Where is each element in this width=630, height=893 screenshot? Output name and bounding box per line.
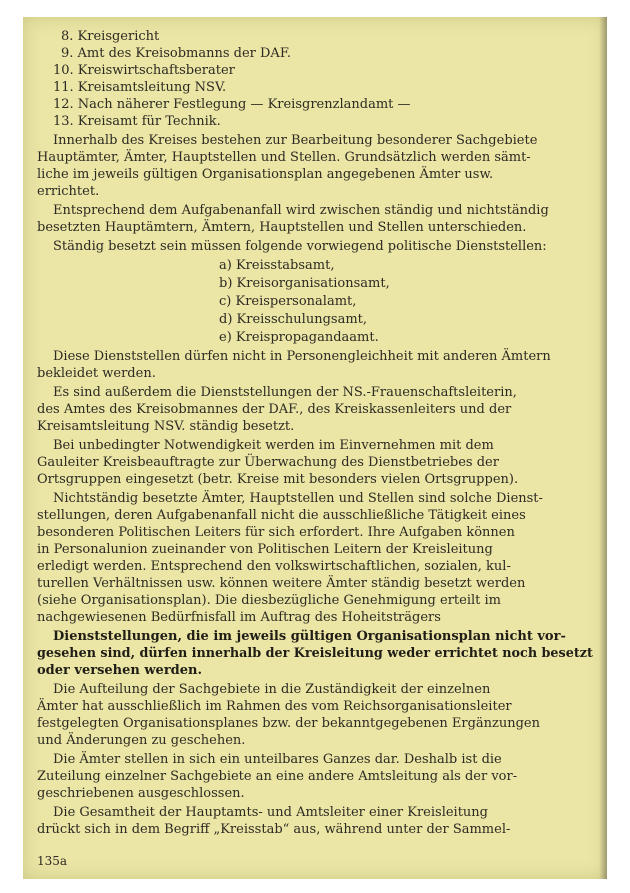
text-line: Die Ämter stellen in sich ein unteilbares Ganzes dar. Deshalb ist die	[53, 752, 502, 767]
paragraph-line	[23, 785, 607, 802]
paragraph-line	[23, 541, 607, 558]
text-line: Ortsgruppen eingesetzt (betr. Kreise mit besonders vielen Ortsgruppen).	[37, 472, 519, 487]
paragraph-line	[23, 219, 607, 236]
paragraph-line	[23, 804, 607, 821]
text-line: Zuteilung einzelner Sachgebiete an eine andere Amtsleitung als der vor-	[37, 769, 518, 784]
paragraph-line	[23, 401, 607, 418]
paragraph-line	[23, 592, 607, 609]
text-line: Die Gesamtheit der Hauptamts- und Amtsleiter einer Kreisleitung	[53, 805, 488, 820]
text-line: Nichtständig besetzte Ämter, Hauptstellen und Stellen sind solche Dienst-	[53, 491, 543, 506]
list-item	[23, 79, 607, 96]
text-line: festgelegten Organisationsplanes bzw. der bekanntgegebenen Ergänzungen	[37, 716, 541, 731]
text-line: Gauleiter Kreisbeauftragte zur Überwachung des Dienstbetriebes der	[37, 455, 499, 470]
text-line: Innerhalb des Kreises bestehen zur Bearbeitung besonderer Sachgebiete	[53, 133, 538, 148]
paragraph-line	[23, 166, 607, 183]
text-line: gesehen sind, dürfen innerhalb der Kreisleitung weder errichtet noch besetzt	[37, 646, 593, 661]
text-line: 9. Amt des Kreisobmanns der DAF.	[61, 46, 291, 61]
list-item	[23, 275, 607, 292]
text-line: 8. Kreisgericht	[61, 29, 160, 44]
paragraph-line	[23, 348, 607, 365]
text-line: nachgewiesenen Bedürfnisfall im Auftrag des Hoheitsträgers	[37, 610, 441, 625]
text-line: und Änderungen zu geschehen.	[37, 733, 246, 748]
paragraph-line	[23, 437, 607, 454]
text-line: Entsprechend dem Aufgabenanfall wird zwischen ständig und nichtständig	[53, 203, 549, 218]
paragraph-line	[23, 662, 607, 679]
paragraph-line	[23, 821, 607, 838]
page-number-text: 135a	[37, 854, 68, 868]
text-line: e) Kreispropagandaamt.	[219, 330, 379, 345]
text-line: drückt sich in dem Begriff „Kreisstab“ aus, während unter der Sammel-	[37, 822, 511, 837]
paragraph-line	[23, 202, 607, 219]
text-line: Ständig besetzt sein müssen folgende vorwiegend politische Dienststellen:	[53, 239, 547, 254]
text-line: oder versehen werden.	[37, 663, 203, 678]
list-item	[23, 311, 607, 328]
list-item	[23, 329, 607, 346]
text-line: 13. Kreisamt für Technik.	[53, 114, 221, 129]
text-line: erledigt werden. Entsprechend den volkswirtschaftlichen, sozialen, kul-	[37, 559, 511, 574]
paragraph-line	[23, 418, 607, 435]
paragraph-line	[23, 149, 607, 166]
text-line: Diese Dienststellen dürfen nicht in Personengleichheit mit anderen Ämtern	[53, 349, 551, 364]
text-line: 11. Kreisamtsleitung NSV.	[53, 80, 227, 95]
text-line: liche im jeweils gültigen Organisationsplan angegebenen Ämter usw.	[37, 167, 494, 182]
text-line: Kreisamtsleitung NSV. ständig besetzt.	[37, 419, 295, 434]
paragraph-line	[23, 698, 607, 715]
paragraph-line	[23, 628, 607, 645]
list-item	[23, 28, 607, 45]
list-item	[23, 293, 607, 310]
paragraph-line	[23, 645, 607, 662]
text-line: d) Kreisschulungsamt,	[219, 312, 368, 327]
paragraph-line	[23, 681, 607, 698]
text-line: a) Kreisstabsamt,	[219, 258, 335, 273]
list-item	[23, 96, 607, 113]
text-line: Die Aufteilung der Sachgebiete in die Zuständigkeit der einzelnen	[53, 682, 491, 697]
paragraph-line	[23, 751, 607, 768]
text-line: Ämter hat ausschließlich im Rahmen des vom Reichsorganisationsleiter	[37, 699, 512, 714]
paragraph-line	[23, 490, 607, 507]
paragraph-line	[23, 365, 607, 382]
list-item	[23, 62, 607, 79]
paragraph-line	[23, 768, 607, 785]
text-line: des Amtes des Kreisobmannes der DAF., des Kreiskassenleiters und der	[37, 402, 512, 417]
paragraph-line	[23, 715, 607, 732]
paragraph-line	[23, 238, 607, 255]
text-line: turellen Verhältnissen usw. können weitere Ämter ständig besetzt werden	[37, 576, 526, 591]
list-item	[23, 257, 607, 274]
paragraph-line	[23, 454, 607, 471]
text-line: b) Kreisorganisationsamt,	[219, 276, 390, 291]
page-number	[23, 853, 607, 870]
paragraph-line	[23, 132, 607, 149]
text-line: Hauptämter, Ämter, Hauptstellen und Stellen. Grundsätzlich werden sämt-	[37, 150, 531, 165]
text-line: 10. Kreiswirtschaftsberater	[53, 63, 235, 78]
text-line: stellungen, deren Aufgabenanfall nicht die ausschließliche Tätigkeit eines	[37, 508, 526, 523]
paragraph-line	[23, 471, 607, 488]
paragraph-line	[23, 183, 607, 200]
paragraph-line	[23, 732, 607, 749]
text-line: Dienststellungen, die im jeweils gültigen Organisationsplan nicht vor-	[53, 629, 566, 644]
text-line: besonderen Politischen Leiters für sich erfordert. Ihre Aufgaben können	[37, 525, 515, 540]
list-item	[23, 113, 607, 130]
text-line: Es sind außerdem die Dienststellungen der NS.-Frauenschaftsleiterin,	[53, 385, 517, 400]
text-line: errichtet.	[37, 184, 100, 199]
text-line: geschriebenen ausgeschlossen.	[37, 786, 245, 801]
paragraph-line	[23, 609, 607, 626]
text-line: bekleidet werden.	[37, 366, 156, 381]
list-item	[23, 45, 607, 62]
paragraph-line	[23, 558, 607, 575]
paragraph-line	[23, 524, 607, 541]
paragraph-line	[23, 575, 607, 592]
text-line: c) Kreispersonalamt,	[219, 294, 357, 309]
text-line: (siehe Organisationsplan). Die diesbezügliche Genehmigung erteilt im	[37, 593, 501, 608]
text-line: Bei unbedingter Notwendigkeit werden im Einvernehmen mit dem	[53, 438, 494, 453]
paragraph-line	[23, 384, 607, 401]
paragraph-line	[23, 507, 607, 524]
text-line: 12. Nach näherer Festlegung — Kreisgrenzlandamt —	[53, 97, 411, 112]
text-line: in Personalunion zueinander von Politischen Leitern der Kreisleitung	[37, 542, 493, 557]
text-line: besetzten Hauptämtern, Ämtern, Hauptstellen und Stellen unterschieden.	[37, 220, 527, 235]
document-page	[23, 17, 607, 879]
